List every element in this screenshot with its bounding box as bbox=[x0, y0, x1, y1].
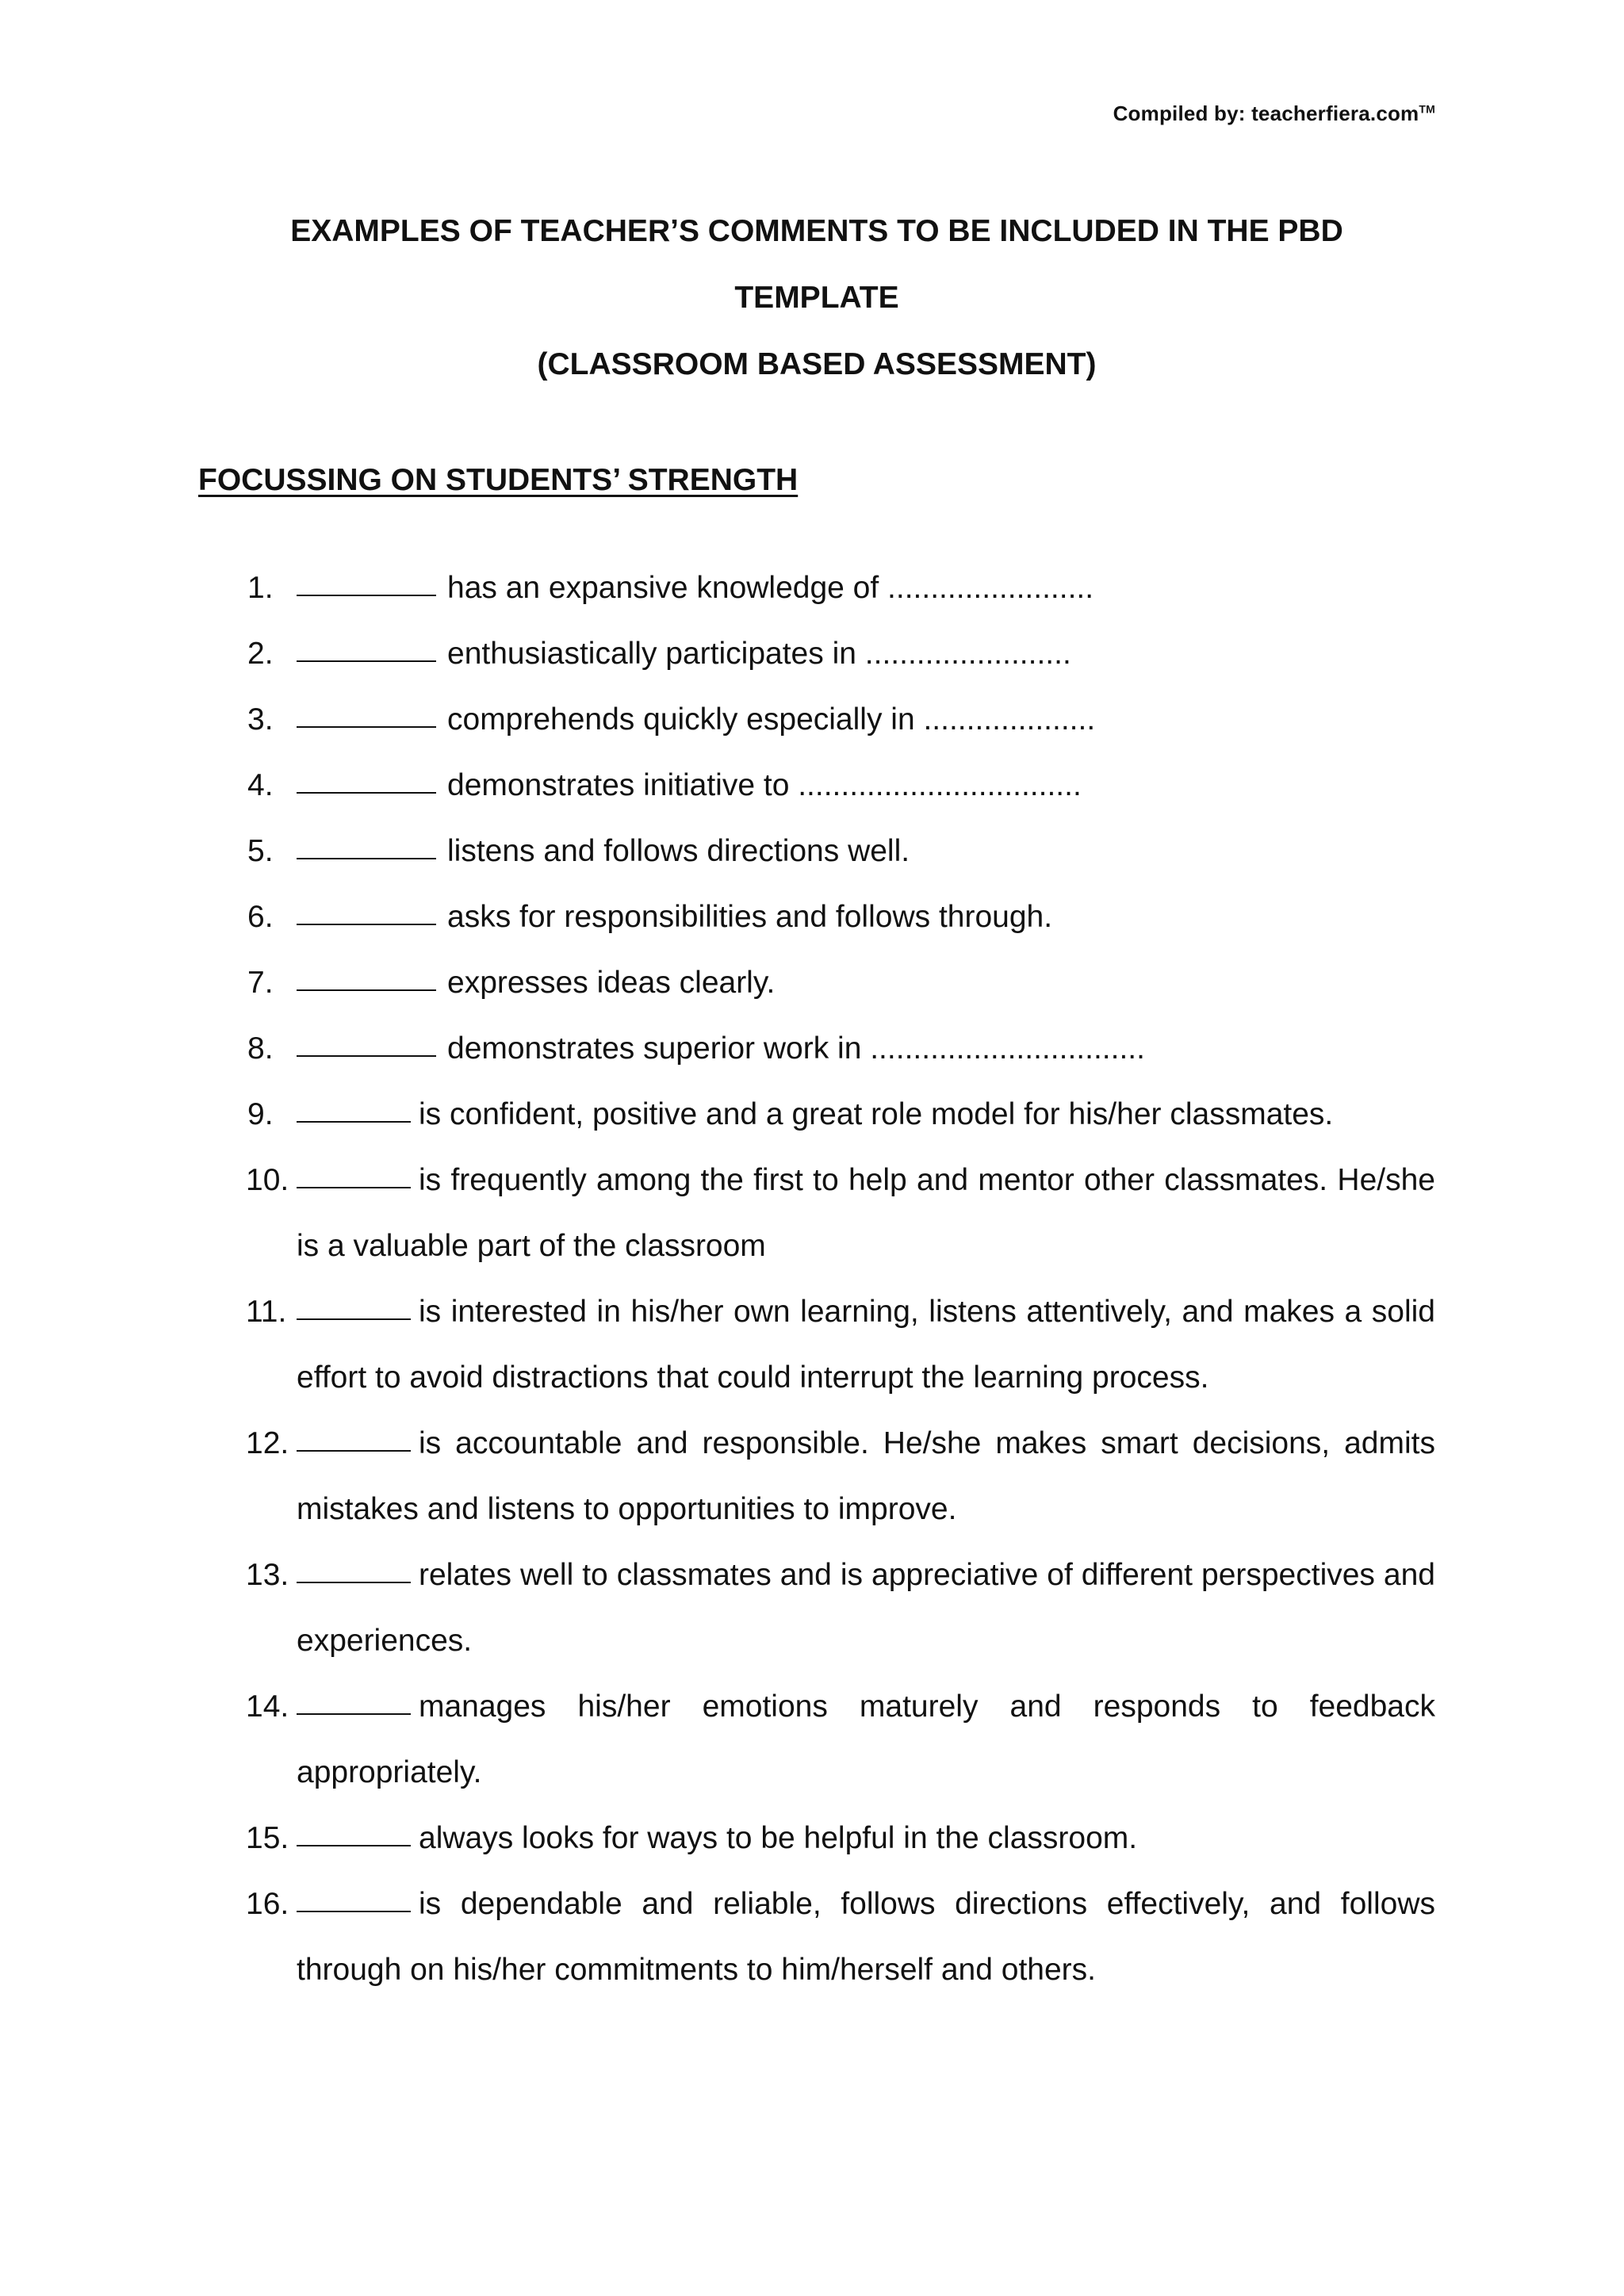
fill-in-blank bbox=[297, 660, 436, 662]
document-title bbox=[190, 198, 1443, 398]
item-number: 3. bbox=[247, 702, 274, 737]
fill-in-blank bbox=[297, 924, 436, 925]
item-text: relates well to classmates and is appreciative of different perspectives and experiences. bbox=[297, 1558, 1435, 1658]
list-item bbox=[198, 1016, 1435, 1081]
section-heading: FOCUSSING ON STUDENTS’ STRENGTH bbox=[198, 463, 799, 497]
fill-in-blank bbox=[297, 595, 436, 596]
item-text: is accountable and responsible. He/she makes smart decisions, admits mistakes and listens to opportunities to improve. bbox=[297, 1426, 1435, 1526]
fill-in-blank bbox=[297, 1911, 411, 1912]
item-text: listens and follows directions well. bbox=[447, 834, 910, 868]
list-item bbox=[198, 1410, 1435, 1542]
item-number: 13. bbox=[246, 1558, 289, 1592]
fill-in-blank bbox=[297, 1713, 411, 1715]
list-item bbox=[198, 1674, 1435, 1805]
list-item bbox=[198, 1871, 1435, 2003]
item-number: 14. bbox=[246, 1689, 289, 1724]
list-item bbox=[198, 687, 1435, 752]
item-text: always looks for ways to be helpful in the classroom. bbox=[419, 1821, 1138, 1855]
compiled-by-text: Compiled by: teacherfiera.com bbox=[1113, 101, 1419, 125]
item-number: 9. bbox=[247, 1097, 274, 1131]
item-text: demonstrates superior work in ................................ bbox=[447, 1031, 1145, 1066]
trademark-symbol: TM bbox=[1419, 102, 1435, 116]
item-text: enthusiastically participates in ........................ bbox=[447, 637, 1071, 671]
fill-in-blank bbox=[297, 1121, 411, 1123]
list-item bbox=[198, 1147, 1435, 1279]
fill-in-blank bbox=[297, 989, 436, 991]
fill-in-blank bbox=[297, 1187, 411, 1188]
item-text: has an expansive knowledge of ........................ bbox=[447, 571, 1094, 605]
item-number: 11. bbox=[246, 1295, 287, 1329]
item-number: 12. bbox=[246, 1426, 289, 1460]
item-number: 15. bbox=[246, 1821, 289, 1855]
list-item bbox=[198, 1279, 1435, 1410]
item-number: 5. bbox=[247, 834, 274, 868]
fill-in-blank bbox=[297, 726, 436, 728]
list-item bbox=[198, 752, 1435, 818]
item-number: 1. bbox=[247, 571, 274, 605]
title-line-3: (CLASSROOM BASED ASSESSMENT) bbox=[537, 347, 1097, 381]
item-text: is dependable and reliable, follows directions effectively, and follows through on his/her commitments to him/herself and others. bbox=[297, 1887, 1435, 1987]
item-number: 2. bbox=[247, 637, 274, 671]
title-line-2: TEMPLATE bbox=[734, 281, 899, 315]
list-item bbox=[198, 555, 1435, 621]
item-text: is confident, positive and a great role model for his/her classmates. bbox=[419, 1097, 1334, 1131]
list-item bbox=[198, 621, 1435, 687]
title-line-1: EXAMPLES OF TEACHER’S COMMENTS TO BE INCLUDED IN THE PBD bbox=[290, 214, 1343, 248]
list-item bbox=[198, 1542, 1435, 1674]
fill-in-blank bbox=[297, 1845, 411, 1846]
item-text: comprehends quickly especially in .................... bbox=[447, 702, 1096, 737]
list-item bbox=[198, 818, 1435, 884]
list-item bbox=[198, 1081, 1435, 1147]
item-text: expresses ideas clearly. bbox=[447, 966, 776, 1000]
comment-list bbox=[198, 555, 1435, 2003]
item-text: is interested in his/her own learning, listens attentively, and makes a solid effort to avoid distractions that could interrupt the learning process. bbox=[297, 1295, 1435, 1395]
list-item bbox=[198, 1805, 1435, 1871]
compiled-by-credit bbox=[1113, 101, 1435, 126]
list-item bbox=[198, 950, 1435, 1016]
item-text: is frequently among the first to help and mentor other classmates. He/she is a valuable part of the classroom bbox=[297, 1163, 1435, 1263]
fill-in-blank bbox=[297, 792, 436, 794]
item-number: 7. bbox=[247, 966, 274, 1000]
fill-in-blank bbox=[297, 858, 436, 859]
fill-in-blank bbox=[297, 1582, 411, 1583]
item-number: 4. bbox=[247, 768, 274, 802]
item-number: 10. bbox=[246, 1163, 289, 1197]
item-text: manages his/her emotions maturely and responds to feedback appropriately. bbox=[297, 1689, 1435, 1789]
fill-in-blank bbox=[297, 1055, 436, 1057]
item-number: 6. bbox=[247, 900, 274, 934]
fill-in-blank bbox=[297, 1450, 411, 1452]
item-number: 8. bbox=[247, 1031, 274, 1066]
list-item bbox=[198, 884, 1435, 950]
item-number: 16. bbox=[246, 1887, 289, 1921]
item-text: asks for responsibilities and follows through. bbox=[447, 900, 1053, 934]
item-text: demonstrates initiative to ................................. bbox=[447, 768, 1082, 802]
fill-in-blank bbox=[297, 1318, 411, 1320]
